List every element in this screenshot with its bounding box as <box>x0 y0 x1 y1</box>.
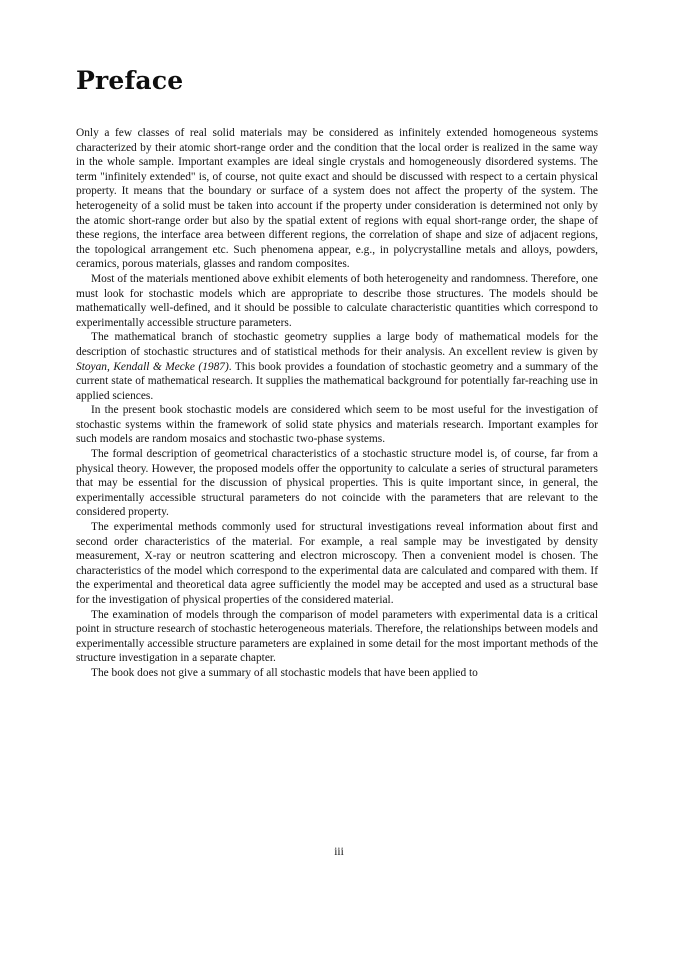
citation-reference: Stoyan, Kendall & Mecke (1987) <box>76 360 229 373</box>
page-title: Preface <box>76 66 184 95</box>
paragraph-6: The experimental methods commonly used for structural investigations reveal information about first and second order characteristics of the material. For example, a real sample may be investigated by density measurement, X-ray or neutron scattering and electron microscopy. Then a convenient model is chosen. The characteristics of the model which correspond to the experimental data are calculated and compared with them. If the experimental and theoretical data agree sufficiently the model may be accepted and used as a structural base for the investigation of physical properties of the considered material. <box>76 521 598 606</box>
paragraph-3 <box>76 330 598 403</box>
paragraph-1: Only a few classes of real solid materials may be considered as infinitely extended homogeneous systems characterized by their atomic short-range order and the condition that the local order is realized in the same way in the whole sample. Important examples are ideal single crystals and homogeneously disordered systems. The term "infinitely extended" is, of course, not quite exact and should be discussed with respect to a certain physical property. It means that the boundary or surface of a system does not affect the property of the system. The heterogeneity of a solid must be taken into account if the property under consideration is determined not only by the atomic short-range order but also by the spatial extent of regions with equal short-range order, the shape of these regions, the interface area between different regions, the correlation of shape and size of adjacent regions, the topological arrangement etc. Such phenomena appear, e.g., in polycrystalline metals and alloys, powders, ceramics, porous materials, glasses and random composites. <box>76 127 598 271</box>
paragraph-3-start: The mathematical branch of stochastic geometry supplies a large body of mathematical models for the description of stochastic structures and of statistical methods for their analysis. An excellent review is given by <box>76 331 598 358</box>
paragraph-3-end: . This book provides a foundation of stochastic geometry and a summary of the current state of mathematical research. It supplies the mathematical background for potentially far-reaching use in applied sciences. <box>76 360 599 402</box>
preface-body <box>76 126 598 681</box>
paragraph-7: The examination of models through the comparison of model parameters with experimental data is a critical point in structure research of stochastic heterogeneous materials. Therefore, the relationships between models and experimentally accessible structure parameters are explained in some detail for the most important methods of the structure investigation in a separate chapter. <box>76 608 598 665</box>
paragraph-2: Most of the materials mentioned above exhibit elements of both heterogeneity and randomness. Therefore, one must look for stochastic models which are appropriate to describe those structures. The models should be mathematically well-defined, and it should be possible to calculate characteristic quantities which correspond to experimentally accessible structure parameters. <box>76 272 598 329</box>
page-number: iii <box>334 846 344 858</box>
paragraph-8: The book does not give a summary of all stochastic models that have been applied to <box>91 666 478 679</box>
paragraph-4: In the present book stochastic models are considered which seem to be most useful for the investigation of stochastic systems within the framework of solid state physics and materials research. Important examples for such models are random mosaics and stochastic two-phase systems. <box>76 404 598 446</box>
paragraph-5: The formal description of geometrical characteristics of a stochastic structure model is, of course, far from a physical theory. However, the proposed models offer the opportunity to calculate a series of structural parameters that may be essential for the discussion of physical properties. This is quite important since, in general, the experimentally accessible structural parameters do not coincide with the parameters that are relevant to the considered property. <box>76 448 598 519</box>
